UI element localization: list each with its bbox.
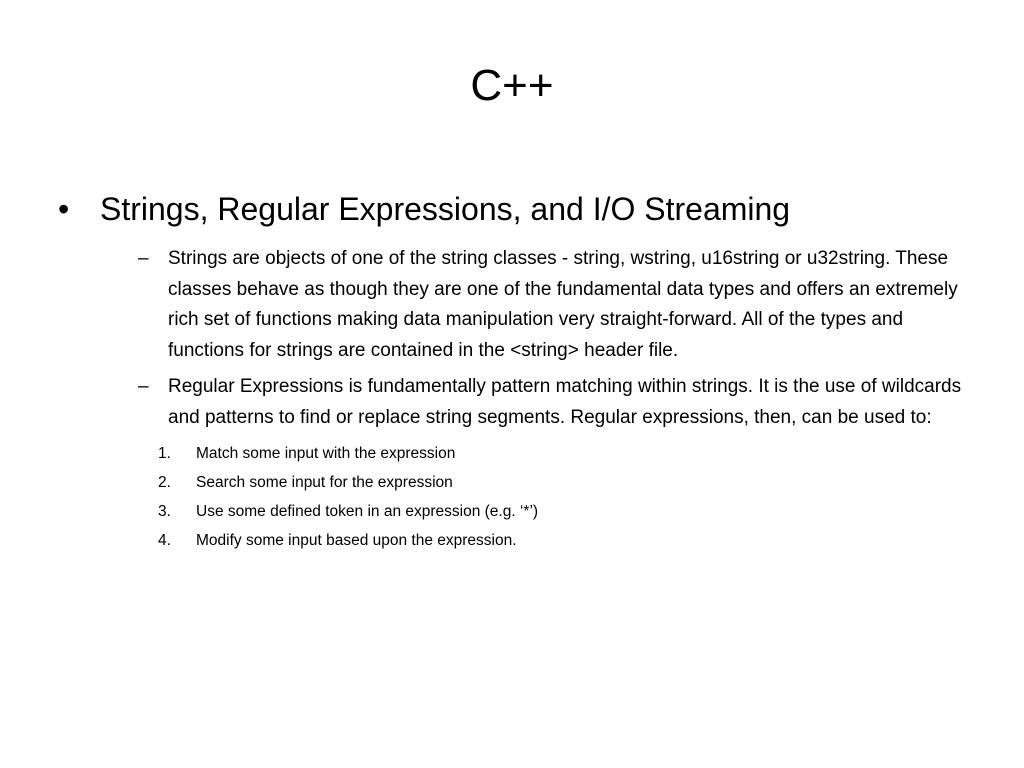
slide-title: C++ (470, 61, 554, 110)
main-bullet-text: Strings, Regular Expressions, and I/O Streaming (100, 191, 791, 227)
list-number: 1. (158, 445, 171, 462)
sub-bullet-strings (138, 244, 984, 366)
slide-content (58, 190, 962, 555)
list-number: 2. (158, 474, 171, 491)
numbered-list-item (158, 497, 958, 526)
sub-bullet-text: Regular Expressions is fundamentally pattern matching within strings. It is the use of wildcards and patterns to find or replace string segments. Regular expressions, then, can be used to: (168, 376, 962, 428)
list-item-text: Modify some input based upon the expression. (196, 532, 517, 549)
list-item-text: Search some input for the expression (196, 474, 453, 491)
numbered-list-item (158, 526, 958, 555)
list-item-text: Match some input with the expression (196, 445, 456, 462)
sub-bullet-text: Strings are objects of one of the string classes - string, wstring, u16string or u32string. These classes behave as though they are one of the fundamental data types and offers an extremely rich set of functions making data manipulation very straight-forward. All of the types and functions for strings are contained in the <string> header file. (168, 248, 958, 361)
numbered-list-item (158, 468, 958, 497)
numbered-list-item (158, 439, 958, 468)
numbered-list (158, 439, 958, 555)
dash-icon: – (138, 376, 149, 397)
sub-bullet-regex (138, 372, 984, 433)
bullet-icon: • (58, 191, 70, 227)
dash-icon: – (138, 248, 149, 269)
main-bullet-point (58, 190, 958, 228)
list-number: 3. (158, 503, 171, 520)
list-item-text: Use some defined token in an expression (e.g. ‘*’) (196, 503, 539, 520)
list-number: 4. (158, 532, 171, 549)
